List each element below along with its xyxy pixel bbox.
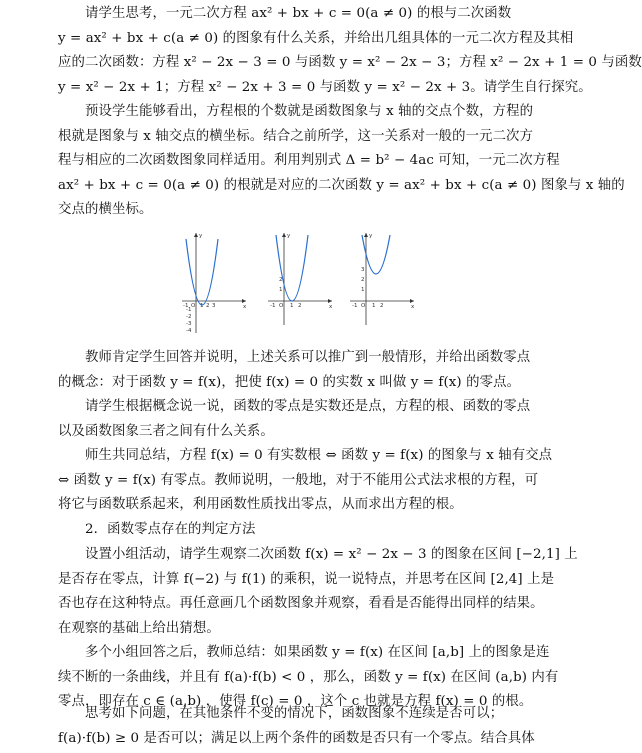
section-heading: [58, 518, 558, 543]
parabola-figure-no-root: [348, 229, 418, 337]
tick-label: 2: [298, 303, 302, 309]
text-line: 预设学生能够看出，方程根的个数就是函数图象与 x 轴的交点个数，方程的: [85, 104, 534, 119]
tick-label: -3: [186, 321, 192, 327]
text-line: 思考如下问题，在其他条件不变的情况下，函数图象不连续是否可以；: [85, 706, 504, 721]
paragraph-group-activity: [58, 543, 578, 641]
text-line: 师生共同总结，方程 f(x) = 0 有实数根 ⇔ 函数 y = f(x) 的图象与 x 轴有交点: [85, 448, 553, 463]
text-line: 程与相应的二次函数图象同样适用。利用判别式 Δ = b² − 4ac 可知，一元二次方程: [58, 153, 560, 169]
tick-label: O: [279, 303, 284, 309]
parabola-figure-one-root: [266, 229, 336, 337]
text-line: f(a)·f(b) ≥ 0 是否可以；满足以上两个条件的函数是否只有一个零点。结合具体: [58, 730, 535, 746]
tick-label: -4: [186, 328, 192, 334]
text-line: 应的二次函数：方程 x² − 2x − 3 = 0 与函数 y = x² − 2x − 3；方程 x² − 2x + 1 = 0 与函数: [58, 55, 642, 71]
tick-label: -1: [270, 303, 276, 309]
tick-label: 1: [372, 303, 376, 309]
text-line: 是否存在零点，计算 f(−2) 与 f(1) 的乘积，说一说特点，并思考在区间 [2,4] 上是: [58, 571, 555, 587]
text-line: 续不断的一条曲线，并且有 f(a)·f(b) < 0 ，那么，函数 y = f(x) 在区间 (a,b) 内有: [58, 669, 559, 685]
tick-label: y: [199, 233, 203, 239]
tick-label: -1: [186, 307, 192, 313]
text-line: 否也存在这种特点。再任意画几个函数图象并观察，看看是否能得出同样的结果。: [58, 596, 544, 612]
tick-label: 3: [212, 303, 216, 309]
paragraph-summary: [58, 444, 558, 518]
text-line: 将它与函数联系起来，利用函数性质找出零点，从而求出方程的根。: [58, 497, 463, 513]
paragraph-think-questions: [58, 702, 558, 751]
paragraph-preset-answer: [58, 100, 625, 223]
text-line: 零点，即存在 c ∈ (a,b) ，使得 f(c) = 0 ，这个 c 也就是方程 f(x) = 0 的根。: [58, 694, 533, 710]
paragraph-intro: [58, 2, 642, 100]
tick-label: 3: [361, 267, 365, 273]
tick-label: 2: [279, 277, 283, 283]
tick-label: 2: [380, 303, 384, 309]
text-line: 根就是图象与 x 轴交点的横坐标。结合之前所学，这一关系对一般的一元二次方: [58, 128, 534, 144]
tick-label: x: [411, 304, 415, 310]
tick-label: 1: [290, 303, 294, 309]
tick-label: O: [361, 303, 366, 309]
tick-label: O: [191, 303, 196, 309]
tick-label: -2: [186, 314, 192, 320]
tick-label: 1: [361, 287, 365, 293]
text-line: 交点的横坐标。: [58, 202, 153, 218]
text-line: ax² + bx + c = 0(a ≠ 0) 的根就是对应的二次函数 y = ax² + bx + c(a ≠ 0) 图象与 x 轴的: [58, 177, 625, 193]
tick-label: y: [369, 233, 373, 239]
tick-label: x: [243, 304, 247, 310]
parabola-figures: [180, 229, 420, 337]
tick-label: 1: [200, 303, 204, 309]
text-line: 的概念：对于函数 y = f(x)，把使 f(x) = 0 的实数 x 叫做 y = f(x) 的零点。: [58, 374, 521, 390]
tick-label: 1: [279, 287, 283, 293]
text-line: 请学生根据概念说一说，函数的零点是实数还是点，方程的根、函数的零点: [85, 399, 531, 414]
text-line: 设置小组活动，请学生观察二次函数 f(x) = x² − 2x − 3 的图象在区间 [−2,1] 上: [85, 547, 578, 562]
text-line: y = ax² + bx + c(a ≠ 0) 的图象有什么关系，并给出几组具体的一元二次方程及其相: [58, 30, 574, 46]
tick-label: 2: [361, 277, 365, 283]
paragraph-discussion: [58, 395, 558, 444]
heading-text: 2．函数零点存在的判定方法: [85, 522, 256, 537]
tick-label: y: [287, 233, 291, 239]
tick-label: x: [329, 304, 333, 310]
text-line: 以及函数图象三者之间有什么关系。: [58, 423, 274, 439]
tick-label: 2: [206, 303, 210, 309]
paragraph-zero-definition: [58, 346, 558, 395]
text-line: 请学生思考，一元二次方程 ax² + bx + c = 0(a ≠ 0) 的根与二次函数: [85, 6, 512, 21]
parabola-figure-two-roots: [180, 229, 250, 337]
tick-label: -1: [183, 303, 189, 309]
text-line: 多个小组回答之后，教师总结：如果函数 y = f(x) 在区间 [a,b] 上的图象是连: [85, 645, 550, 660]
text-line: ⇔ 函数 y = f(x) 有零点。教师说明，一般地，对于不能用公式法求根的方程，可: [58, 472, 539, 488]
text-line: 在观察的基础上给出猜想。: [58, 620, 220, 636]
tick-label: -1: [352, 303, 358, 309]
text-line: 教师肯定学生回答并说明，上述关系可以推广到一般情形，并给出函数零点: [85, 350, 531, 365]
text-line: y = x² − 2x + 1；方程 x² − 2x + 3 = 0 与函数 y = x² − 2x + 3。请学生自行探究。: [58, 79, 592, 95]
